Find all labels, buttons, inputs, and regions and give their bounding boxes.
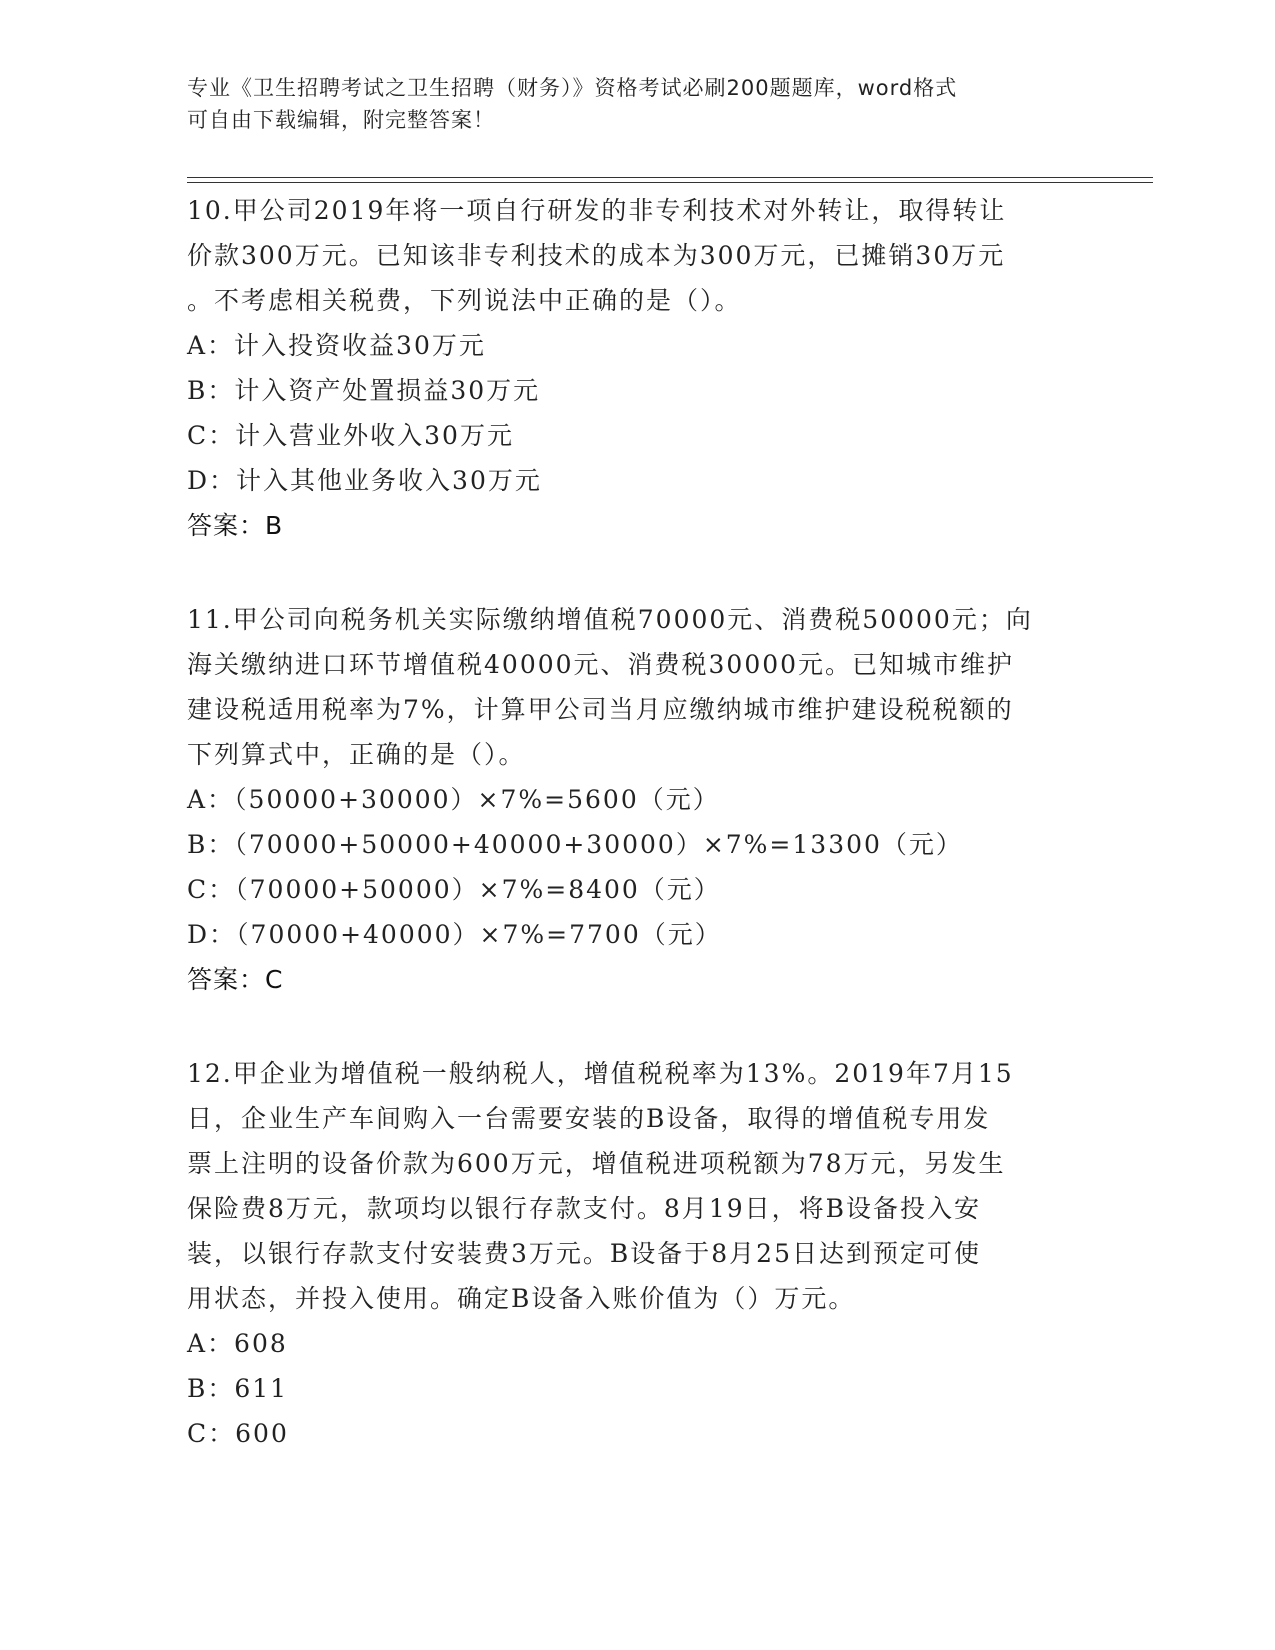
question-text-line: 10.甲公司2019年将一项自行研发的非专利技术对外转让，取得转让	[187, 196, 1007, 225]
question-11	[187, 597, 1087, 1002]
header-title-line-2: 可自由下载编辑，附完整答案！	[187, 108, 495, 132]
question-text-line: 下列算式中，正确的是（）。	[187, 740, 526, 769]
question-text-line: 日，企业生产车间购入一台需要安装的B设备，取得的增值税专用发	[187, 1104, 991, 1133]
option-d: D：（70000+40000）×7%=7700（元）	[187, 920, 722, 949]
option-a: A：608	[187, 1329, 288, 1358]
option-a: A：（50000+30000）×7%=5600（元）	[187, 785, 720, 814]
header-title-line-1: 专业《卫生招聘考试之卫生招聘（财务）》资格考试必刷200题题库，word格式	[187, 76, 958, 100]
document-header	[187, 72, 1067, 136]
question-text-line: 12.甲企业为增值税一般纳税人，增值税税率为13%。2019年7月15	[187, 1059, 1014, 1088]
option-c: C：（70000+50000）×7%=8400（元）	[187, 875, 721, 904]
question-text-line: 保险费8万元，款项均以银行存款支付。8月19日，将B设备投入安	[187, 1194, 981, 1223]
option-b: B：计入资产处置损益30万元	[187, 376, 541, 405]
option-a: A：计入投资收益30万元	[187, 331, 486, 360]
question-12	[187, 1051, 1087, 1456]
question-text-line: 海关缴纳进口环节增值税40000元、消费税30000元。已知城市维护	[187, 650, 1015, 679]
option-b: B：611	[187, 1374, 289, 1403]
question-text-line: 装，以银行存款支付安装费3万元。B设备于8月25日达到预定可使	[187, 1239, 981, 1268]
question-text-line: 11.甲公司向税务机关实际缴纳增值税70000元、消费税50000元；向	[187, 605, 1033, 634]
header-divider-top	[187, 177, 1153, 178]
answer-label: 答案：C	[187, 965, 284, 994]
question-text-line: 。不考虑相关税费，下列说法中正确的是（）。	[187, 286, 742, 315]
option-d: D：计入其他业务收入30万元	[187, 466, 542, 495]
option-c: C：600	[187, 1419, 289, 1448]
question-text-line: 票上注明的设备价款为600万元，增值税进项税额为78万元，另发生	[187, 1149, 1006, 1178]
option-b: B：（70000+50000+40000+30000）×7%=13300（元）	[187, 830, 963, 859]
question-text-line: 价款300万元。已知该非专利技术的成本为300万元，已摊销30万元	[187, 241, 1006, 270]
question-text-line: 用状态，并投入使用。确定B设备入账价值为（）万元。	[187, 1284, 856, 1313]
answer-label: 答案：B	[187, 511, 284, 540]
option-c: C：计入营业外收入30万元	[187, 421, 514, 450]
header-divider-bottom	[187, 182, 1153, 183]
question-10	[187, 188, 1087, 548]
question-text-line: 建设税适用税率为7%，计算甲公司当月应缴纳城市维护建设税税额的	[187, 695, 1014, 724]
